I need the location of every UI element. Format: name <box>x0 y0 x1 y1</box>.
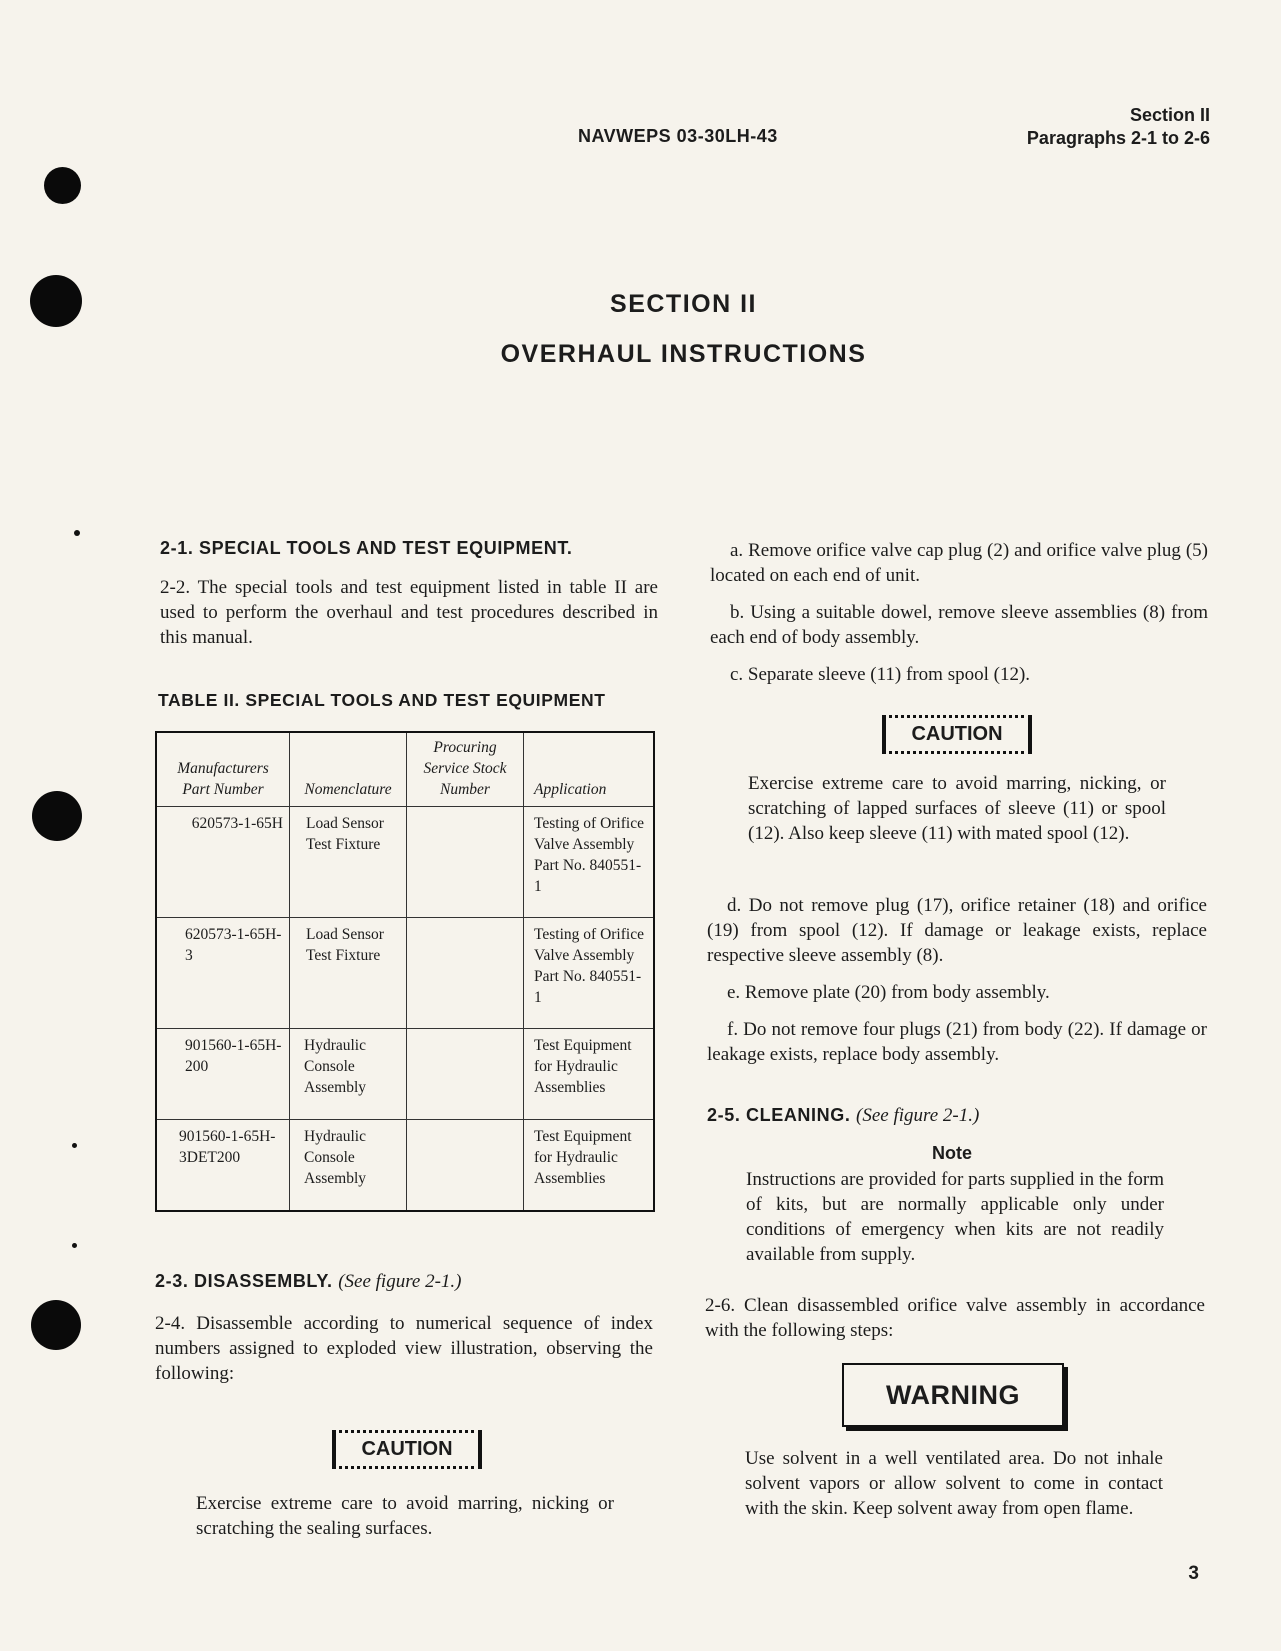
figure-reference: (See figure 2-1.) <box>338 1271 462 1292</box>
heading-2-3-text: 2-3. DISASSEMBLY. <box>155 1271 333 1291</box>
step-e: e. Remove plate (20) from body assembly. <box>727 982 1050 1003</box>
cell-application: Test Equipment for Hydraulic Assemblies <box>524 1120 655 1212</box>
cell-nomenclature: Load Sensor Test Fixture <box>290 807 407 918</box>
step-d: d. Do not remove plug (17), orifice retainer (18) and orifice (19) from spool (12). If damage or leakage exists, replace respective sleeve assembly (8). <box>707 895 1207 966</box>
step-c: c. Separate sleeve (11) from spool (12). <box>730 664 1031 685</box>
cell-nomenclature: Load Sensor Test Fixture <box>290 918 407 1029</box>
warning-label: WARNING <box>842 1363 1064 1427</box>
table-row <box>156 1029 654 1120</box>
table-row <box>156 807 654 918</box>
heading-2-1: 2-1. SPECIAL TOOLS AND TEST EQUIPMENT. <box>160 538 573 558</box>
cell-application: Testing of Orifice Valve Assembly Part No. 840551-1 <box>524 918 655 1029</box>
paragraph-range: Paragraphs 2-1 to 2-6 <box>1026 128 1210 148</box>
binder-hole <box>32 791 82 841</box>
caution-label: CAUTION <box>882 715 1032 754</box>
col-header-application: Application <box>524 732 655 807</box>
cell-nomenclature: Hydraulic Console Assembly <box>290 1029 407 1120</box>
cell-part-number: 901560-1-65H-3DET200 <box>156 1120 290 1212</box>
figure-reference: (See figure 2-1.) <box>856 1105 980 1126</box>
cell-stock-number <box>407 1120 524 1212</box>
col-header-stock-number: Procuring Service Stock Number <box>407 732 524 807</box>
cell-part-number: 620573-1-65H-3 <box>156 918 290 1029</box>
step-a: a. Remove orifice valve cap plug (2) and orifice valve plug (5) located on each end of unit. <box>710 540 1208 586</box>
paragraph-2-6: 2-6. Clean disassembled orifice valve assembly in accordance with the following steps: <box>705 1295 1205 1341</box>
col-header-part-number: Manufacturers Part Number <box>156 732 290 807</box>
col-header-nomenclature: Nomenclature <box>290 732 407 807</box>
note-label: Note <box>932 1143 972 1163</box>
paragraph-2-4: 2-4. Disassemble according to numerical sequence of index numbers assigned to exploded view illustration, observing the following: <box>155 1313 653 1384</box>
cell-application: Test Equipment for Hydraulic Assemblies <box>524 1029 655 1120</box>
table-row <box>156 918 654 1029</box>
cell-stock-number <box>407 1029 524 1120</box>
document-number: NAVWEPS 03-30LH-43 <box>578 126 778 146</box>
cell-stock-number <box>407 918 524 1029</box>
cell-part-number: 620573-1-65H <box>156 807 290 918</box>
section-reference <box>1027 104 1210 150</box>
special-tools-table <box>155 731 655 1212</box>
binder-hole <box>31 1300 81 1350</box>
note-text: Instructions are provided for parts supplied in the form of kits, but are normally applicable only under conditions of emergency when kits are not readily available from supply. <box>746 1169 1164 1265</box>
scan-speck <box>74 530 80 536</box>
caution-text: Exercise extreme care to avoid marring, nicking, or scratching of lapped surfaces of sleeve (11) or spool (12). Also keep sleeve (11) with mated spool (12). <box>748 773 1166 844</box>
scan-speck <box>72 1243 77 1248</box>
table-row <box>156 1120 654 1212</box>
section-title: SECTION II <box>610 290 757 318</box>
warning-text: Use solvent in a well ventilated area. Do not inhale solvent vapors or allow solvent to come in contact with the skin. Keep solvent away from open flame. <box>745 1448 1163 1519</box>
table-header-row <box>156 732 654 807</box>
step-f: f. Do not remove four plugs (21) from body (22). If damage or leakage exists, replace body assembly. <box>707 1019 1207 1065</box>
step-b: b. Using a suitable dowel, remove sleeve assemblies (8) from each end of body assembly. <box>710 602 1208 648</box>
caution-label: CAUTION <box>332 1430 482 1469</box>
cell-stock-number <box>407 807 524 918</box>
binder-hole <box>44 167 81 204</box>
heading-2-5 <box>707 1105 979 1127</box>
heading-2-3 <box>155 1271 461 1293</box>
cell-part-number: 901560-1-65H-200 <box>156 1029 290 1120</box>
page-number: 3 <box>1188 1563 1199 1584</box>
cell-application: Testing of Orifice Valve Assembly Part No. 840551-1 <box>524 807 655 918</box>
caution-text: Exercise extreme care to avoid marring, nicking or scratching the sealing surfaces. <box>196 1493 614 1539</box>
paragraph-2-2: 2-2. The special tools and test equipment listed in table II are used to perform the overhaul and test procedures described in this manual. <box>160 577 658 648</box>
cell-nomenclature: Hydraulic Console Assembly <box>290 1120 407 1212</box>
section-label: Section II <box>1129 105 1210 125</box>
section-subtitle: OVERHAUL INSTRUCTIONS <box>500 340 867 368</box>
scan-speck <box>72 1143 77 1148</box>
heading-2-5-text: 2-5. CLEANING. <box>707 1105 851 1125</box>
table-title: TABLE II. SPECIAL TOOLS AND TEST EQUIPMENT <box>158 690 606 710</box>
